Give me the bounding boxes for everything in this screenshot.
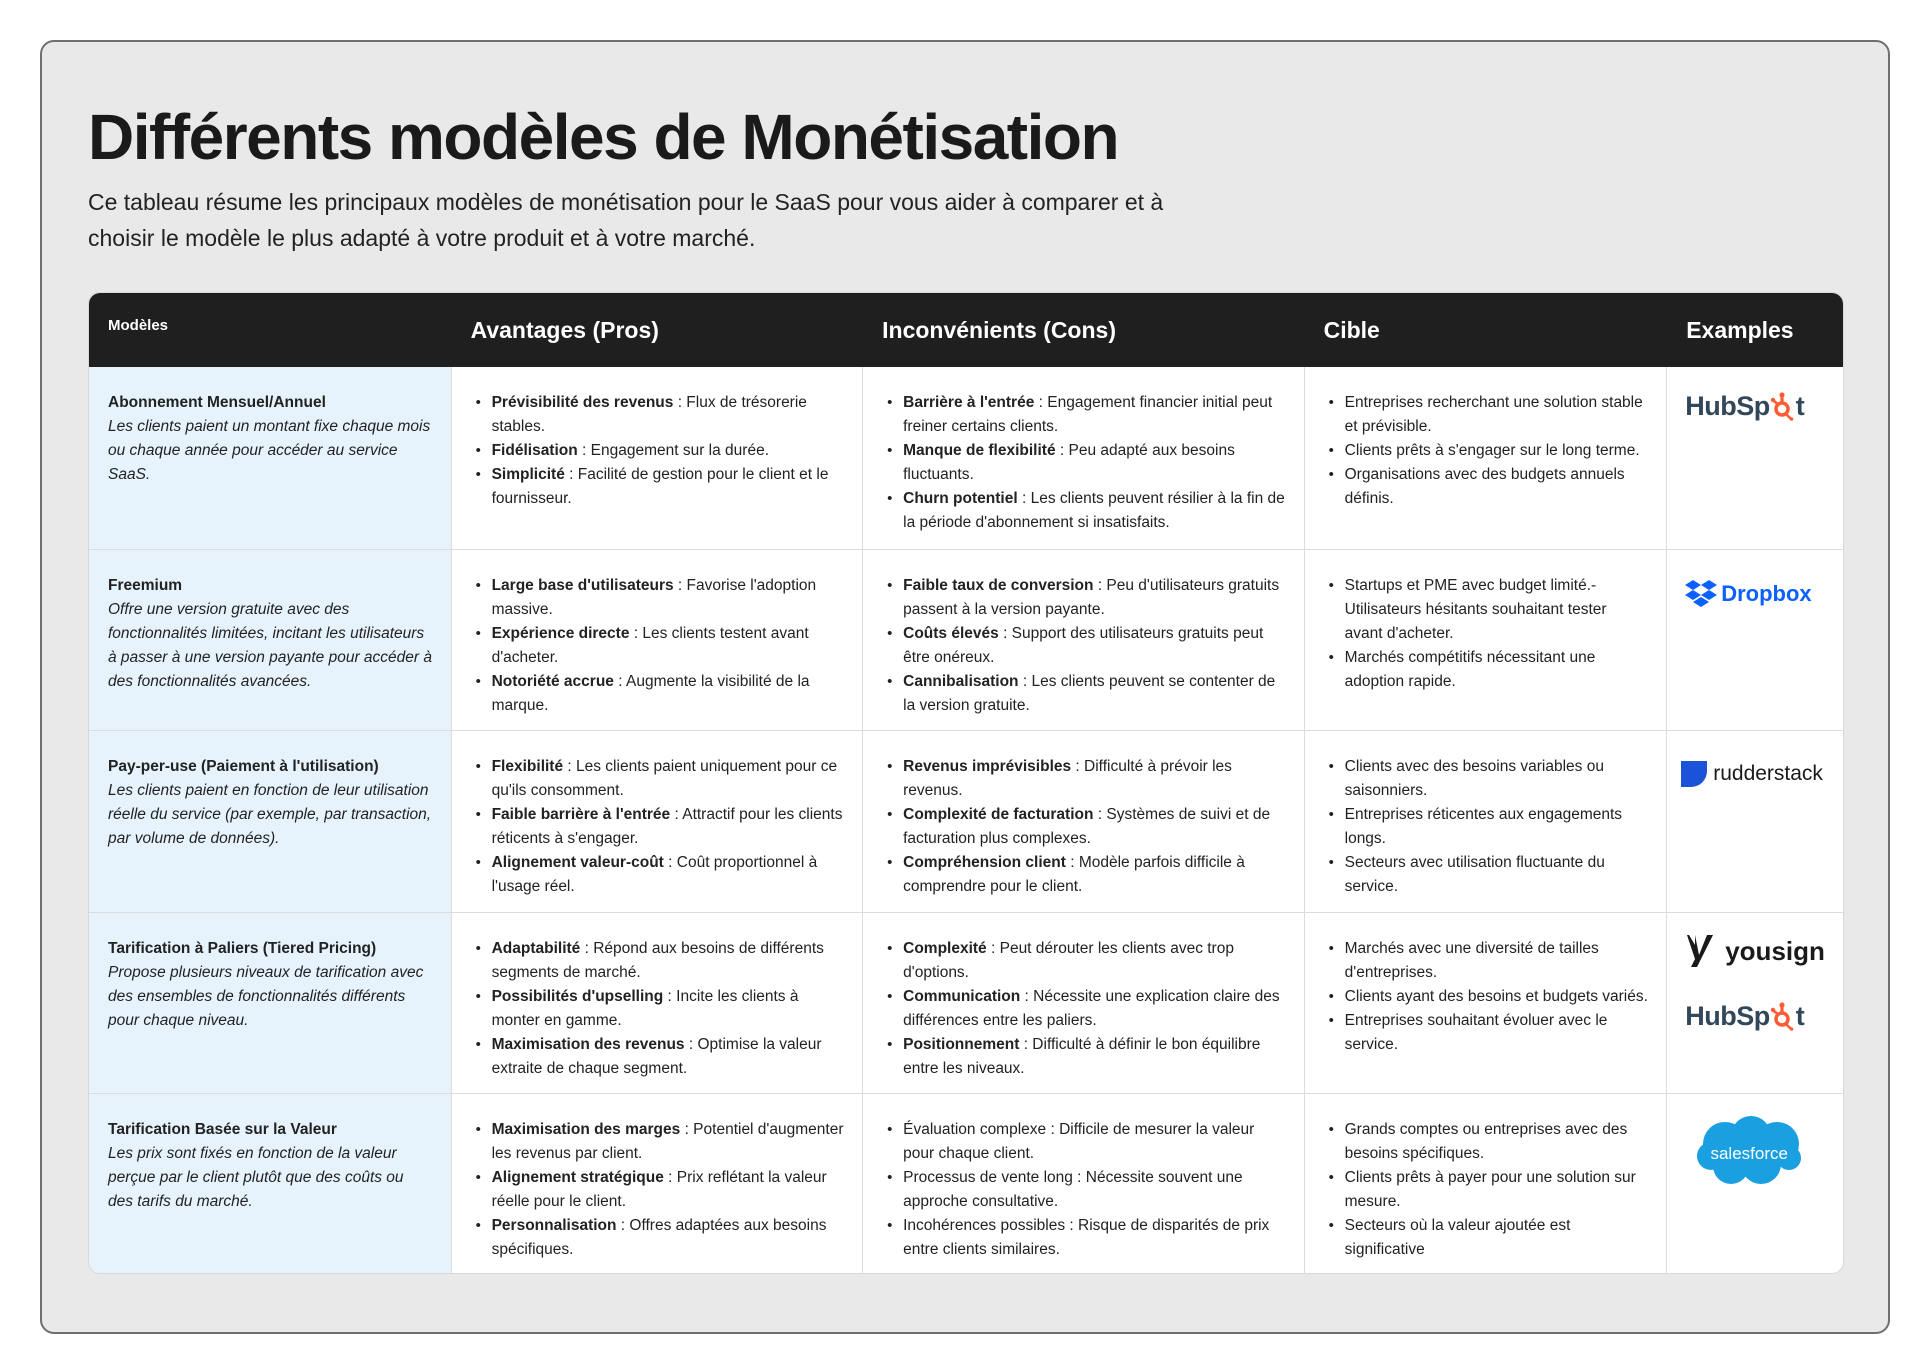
pros-label: Simplicité [491,466,565,483]
cons-item [882,937,1286,985]
pros-cell [451,367,863,549]
pros-label: Maximisation des revenus [491,1035,685,1053]
pros-text: : Offres adaptées aux besoins spécifiques. [491,1217,827,1258]
pros-list [471,1118,845,1262]
cons-label: Faible taux de conversion [903,576,1094,594]
pros-item [471,463,845,511]
cons-text: : Difficulté à prévoir les revenus. [903,758,1232,799]
hubspot-sprocket-icon [1770,391,1796,421]
cons-label: Complexité [903,939,987,957]
pros-label: Adaptabilité [491,939,581,957]
cons-cell [862,550,1304,731]
target-text: Clients avec des besoins variables ou saisonniers. [1344,758,1604,799]
target-item [1324,1166,1649,1214]
cons-item [882,574,1286,622]
examples-cell [1666,913,1843,1094]
pros-cell [451,731,863,912]
table-row [89,367,1843,549]
cons-text: : Systèmes de suivi et de facturation plus complexes. [903,806,1271,847]
model-cell [89,1094,451,1274]
target-item [1324,1009,1649,1057]
pros-label: Notoriété accrue [491,672,614,690]
salesforce-logo [1695,1114,1803,1190]
cons-item [882,755,1286,803]
cons-text: : Difficulté à définir le bon équilibre entre les niveaux. [903,1035,1261,1077]
target-text: Startups et PME avec budget limité.- Utilisateurs hésitants souhaitant tester avant d'acheter. [1344,576,1607,642]
pros-text: : Optimise la valeur extraite de chaque segment. [491,1035,822,1077]
dropbox-logo [1685,580,1811,608]
pros-label: Possibilités d'upselling [491,987,664,1005]
cons-label: Manque de flexibilité [903,442,1056,459]
pros-text: : Coût proportionnel à l'usage réel. [491,854,818,895]
target-item [1324,1118,1649,1166]
model-name: Tarification Basée sur la Valeur [108,1121,337,1138]
target-item [1324,391,1649,439]
salesforce-logo-text: salesforce [1710,1144,1788,1163]
monetization-table [88,292,1844,1274]
cons-text: Processus de vente long : Nécessite souvent une approche consultative. [903,1169,1243,1210]
target-item [1324,851,1649,899]
pros-item [471,937,845,985]
pros-item [471,670,845,718]
target-item [1324,985,1649,1009]
cons-label: Barrière à l'entrée [903,394,1035,411]
target-cell [1304,367,1667,549]
pros-list [471,755,845,899]
cons-text: : Nécessite une explication claire des différences entre les paliers. [903,987,1280,1029]
pros-text: : Les clients testent avant d'acheter. [491,624,809,666]
cons-text: : Engagement financier initial peut freiner certains clients. [903,394,1273,435]
page-title: Différents modèles de Monétisation [88,101,1119,173]
cons-text: : Les clients peuvent résilier à la fin de la période d'abonnement si insatisfaits. [903,490,1285,531]
cons-item [882,1166,1286,1214]
pros-item [471,851,845,899]
examples-cell [1666,367,1843,549]
page-subtitle: Ce tableau résume les principaux modèles de monétisation pour le SaaS pour vous aider à comparer et à choisir le modèle le plus adapté à votre produit et à votre marché. [88,189,1164,251]
pros-list [471,574,845,718]
pros-item [471,803,845,851]
rudderstack-logo [1681,761,1823,787]
pros-text: : Augmente la visibilité de la marque. [491,672,810,714]
pros-item [471,391,845,439]
cons-label: Coûts élevés [903,624,999,642]
target-text: Entreprises souhaitant évoluer avec le service. [1344,1011,1608,1053]
model-description: Les clients paient en fonction de leur utilisation réelle du service (par exemple, par transaction, par volume de données). [108,782,432,847]
cons-label: Communication [903,987,1021,1005]
pros-item [471,1033,845,1081]
pros-text: : Incite les clients à monter en gamme. [491,987,799,1029]
model-name: Tarification à Paliers (Tiered Pricing) [108,939,377,957]
target-cell [1304,1094,1667,1274]
target-list [1324,937,1649,1057]
cons-text: : Peu d'utilisateurs gratuits passent à la version payante. [903,576,1280,618]
rudderstack-mark-icon [1681,761,1707,787]
cons-text: : Support des utilisateurs gratuits peut être onéreux. [903,624,1264,666]
cons-list [882,391,1286,535]
pros-item [471,574,845,622]
cons-item [882,985,1286,1033]
dropbox-logo-text: Dropbox [1721,580,1812,606]
pros-text: : Répond aux besoins de différents segments de marché. [491,939,824,981]
cons-label: Churn potentiel [903,490,1018,507]
yousign-mark-icon [1685,933,1715,969]
target-text: Entreprises recherchant une solution stable et prévisible. [1344,394,1643,435]
pros-label: Prévisibilité des revenus [491,394,674,411]
hubspot-sprocket-icon [1770,1001,1796,1031]
pros-label: Personnalisation [491,1217,617,1234]
header-pros: Avantages (Pros) [470,317,659,343]
cons-item [882,487,1286,535]
header-models: Modèles [108,317,169,334]
pros-item [471,622,845,670]
pros-label: Alignement valeur-coût [491,854,664,871]
hubspot-logo-text-end: t [1795,391,1805,421]
model-cell [89,913,451,1094]
model-description: Les prix sont fixés en fonction de la valeur perçue par le client plutôt que des coûts ou des tarifs du marché. [108,1145,404,1210]
yousign-logo-text: yousign [1725,935,1825,966]
rudderstack-logo-text: rudderstack [1713,762,1823,785]
header-examples: Examples [1686,317,1794,343]
examples-cell [1666,731,1843,912]
dropbox-box-icon [1685,580,1717,608]
target-text: Grands comptes ou entreprises avec des besoins spécifiques. [1344,1121,1628,1162]
target-item [1324,803,1649,851]
hubspot-logo [1685,391,1804,421]
table-body [89,367,1843,1274]
cons-list [882,574,1286,718]
target-text: Clients prêts à s'engager sur le long terme. [1344,442,1640,459]
pros-label: Alignement stratégique [491,1169,664,1186]
table-header [89,293,1843,367]
examples-cell [1666,1094,1843,1274]
model-cell [89,550,451,731]
pros-cell [451,913,863,1094]
cons-cell [862,731,1304,912]
pros-label: Large base d'utilisateurs [491,576,674,594]
target-item [1324,1214,1649,1262]
pros-text: : Flux de trésorerie stables. [491,394,807,435]
target-text: Clients ayant des besoins et budgets variés. [1344,987,1648,1005]
target-text: Secteurs avec utilisation fluctuante du service. [1344,854,1605,895]
target-cell [1304,731,1667,912]
model-description: Propose plusieurs niveaux de tarification avec des ensembles de fonctionnalités différents pour chaque niveau. [108,963,424,1029]
cons-item [882,851,1286,899]
cons-text: Évaluation complexe : Difficile de mesurer la valeur pour chaque client. [903,1121,1255,1162]
pros-item [471,1166,845,1214]
table-row [89,1093,1843,1274]
cons-cell [862,1094,1304,1274]
target-item [1324,574,1649,646]
hubspot-logo-text: HubSp [1685,1000,1770,1031]
pros-cell [451,550,863,731]
table-row [89,912,1843,1094]
cons-item [882,1033,1286,1081]
target-item [1324,646,1649,694]
target-text: Marchés compétitifs nécessitant une adoption rapide. [1344,648,1596,690]
pros-text: : Facilité de gestion pour le client et le fournisseur. [491,466,829,507]
pros-item [471,439,845,463]
pros-cell [451,1094,863,1274]
cons-list [882,1118,1286,1262]
cons-item [882,1214,1286,1262]
target-list [1324,1118,1649,1262]
target-text: Entreprises réticentes aux engagements longs. [1344,806,1623,847]
yousign-logo [1685,933,1825,969]
cons-item [882,1118,1286,1166]
target-list [1324,755,1649,899]
target-text: Clients prêts à payer pour une solution sur mesure. [1344,1169,1636,1210]
cons-list [882,755,1286,899]
pros-text: : Potentiel d'augmenter les revenus par client. [491,1121,844,1162]
model-cell [89,367,451,549]
pros-item [471,755,845,803]
cons-cell [862,367,1304,549]
cons-label: Positionnement [903,1035,1020,1053]
pros-text: : Attractif pour les clients réticents à s'engager. [491,806,843,847]
target-item [1324,937,1649,985]
model-description: Offre une version gratuite avec des fonctionnalités limitées, incitant les utilisateurs à passer à une version payante pour accéder à des fonctionnalités avancées. [108,600,432,690]
model-name: Pay-per-use (Paiement à l'utilisation) [108,758,379,775]
table-row [89,549,1843,731]
pros-label: Expérience directe [491,624,630,642]
model-description: Les clients paient un montant fixe chaque mois ou chaque année pour accéder au service SaaS. [108,418,431,483]
examples-cell [1666,550,1843,731]
target-list [1324,391,1649,511]
pros-list [471,391,845,511]
infographic-card [40,40,1890,1334]
cons-label: Complexité de facturation [903,806,1094,823]
table-row [89,730,1843,912]
cons-label: Cannibalisation [903,672,1019,690]
target-cell [1304,913,1667,1094]
pros-item [471,1214,845,1262]
cons-item [882,803,1286,851]
cons-label: Compréhension client [903,854,1066,871]
cons-item [882,622,1286,670]
header-cons: Inconvénients (Cons) [882,317,1116,343]
pros-text: : Prix reflétant la valeur réelle pour le client. [491,1169,827,1210]
cons-item [882,670,1286,718]
pros-item [471,1118,845,1166]
target-item [1324,755,1649,803]
cons-label: Revenus imprévisibles [903,758,1072,775]
cons-text: : Modèle parfois difficile à comprendre pour le client. [903,854,1245,895]
target-list [1324,574,1649,694]
pros-text: : Favorise l'adoption massive. [491,576,817,618]
cons-text: Incohérences possibles : Risque de disparités de prix entre clients similaires. [903,1217,1270,1258]
model-name: Abonnement Mensuel/Annuel [108,394,326,411]
header-target: Cible [1323,317,1380,343]
model-name: Freemium [108,576,183,594]
pros-label: Faible barrière à l'entrée [491,806,671,823]
cons-cell [862,913,1304,1094]
hubspot-logo-text: HubSp [1685,391,1770,421]
hubspot-logo-text-end: t [1795,1000,1805,1031]
target-text: Secteurs où la valeur ajoutée est significative [1344,1217,1571,1258]
cons-text: : Peut dérouter les clients avec trop d'options. [903,939,1234,981]
target-cell [1304,550,1667,731]
cons-item [882,439,1286,487]
pros-label: Fidélisation [491,442,578,459]
pros-list [471,937,845,1081]
pros-item [471,985,845,1033]
hubspot-logo [1685,1001,1804,1031]
pros-label: Flexibilité [491,758,564,775]
target-text: Organisations avec des budgets annuels définis. [1344,466,1625,507]
target-item [1324,439,1649,463]
cons-text: : Peu adapté aux besoins fluctuants. [903,442,1235,483]
model-cell [89,731,451,912]
target-text: Marchés avec une diversité de tailles d'entreprises. [1344,939,1599,981]
pros-text: : Les clients paient uniquement pour ce qu'ils consomment. [491,758,838,799]
cons-list [882,937,1286,1081]
pros-label: Maximisation des marges [491,1121,681,1138]
pros-text: : Engagement sur la durée. [577,442,770,459]
cons-text: : Les clients peuvent se contenter de la version gratuite. [903,672,1276,714]
target-item [1324,463,1649,511]
cons-item [882,391,1286,439]
